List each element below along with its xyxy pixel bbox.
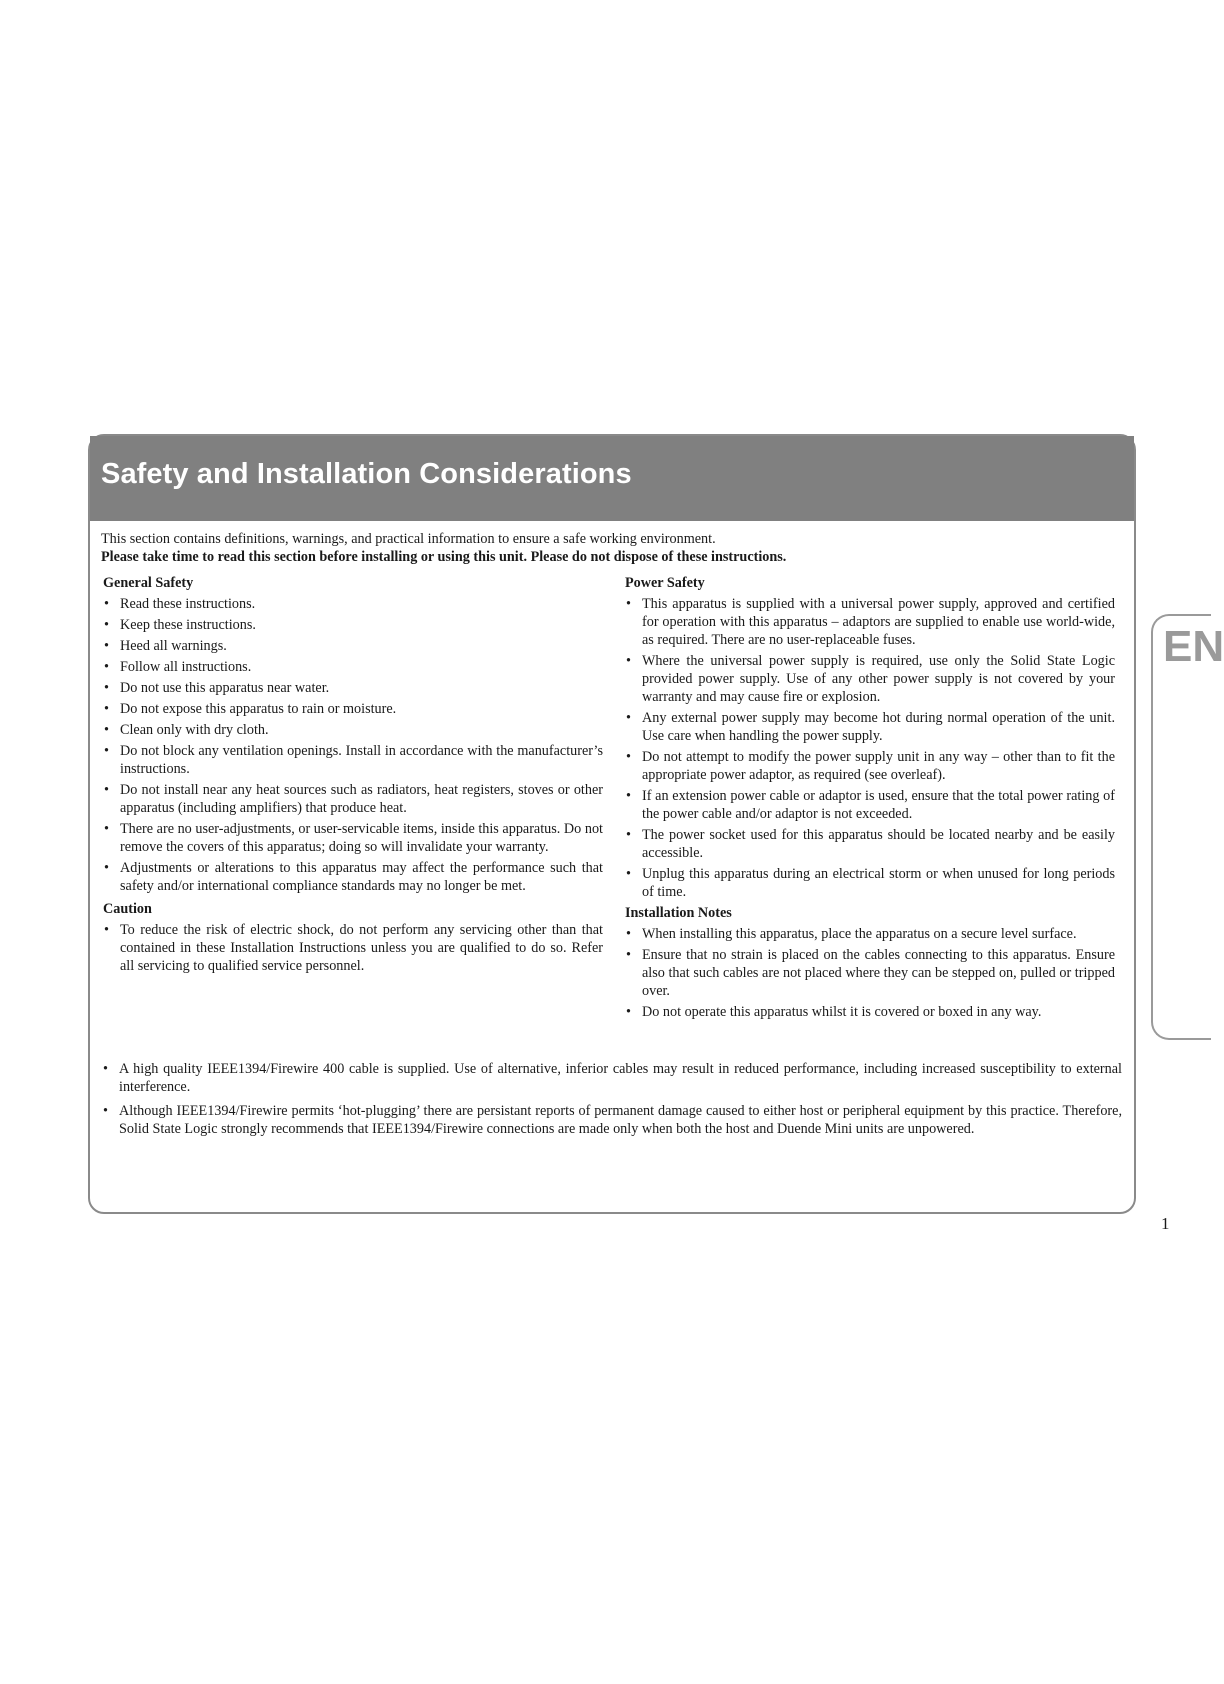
list-item: • Adjustments or alterations to this apparatus may affect the performance such that safety and/or international compliance standards may no longer be met. [103, 859, 603, 895]
list-item: • This apparatus is supplied with a universal power supply, approved and certified for operation with this apparatus – adaptors are supplied to enable use world-wide, as required. There are no user-replaceable fuses. [625, 595, 1115, 649]
list-item: • Heed all warnings. [103, 637, 603, 655]
list-item: • Do not expose this apparatus to rain or moisture. [103, 700, 603, 718]
list-item: • Any external power supply may become hot during normal operation of the unit. Use care when handling the power supply. [625, 709, 1115, 745]
list-item: • Do not block any ventilation openings. Install in accordance with the manufacturer’s instructions. [103, 742, 603, 778]
left-column [103, 574, 603, 978]
caution-list [103, 921, 603, 975]
language-tab [1151, 614, 1224, 1040]
list-item: • If an extension power cable or adaptor is used, ensure that the total power rating of the power cable and/or adaptor is not exceeded. [625, 787, 1115, 823]
intro-warning: Please take time to read this section before installing or using this unit. Please do not dispose of these instructions. [101, 549, 787, 565]
list-item: • Do not use this apparatus near water. [103, 679, 603, 697]
general-safety-list [103, 595, 603, 895]
installation-notes-list [625, 925, 1115, 1021]
power-safety-heading: Power Safety [625, 575, 705, 591]
safety-panel [88, 434, 1136, 1214]
bottom-notes [102, 1060, 1122, 1144]
list-item: • Unplug this apparatus during an electrical storm or when unused for long periods of time. [625, 865, 1115, 901]
language-tab-label: EN [1163, 622, 1224, 671]
right-column [625, 574, 1115, 1024]
list-item: • The power socket used for this apparatus should be located nearby and be easily accessible. [625, 826, 1115, 862]
power-safety-list [625, 595, 1115, 901]
list-item: • Follow all instructions. [103, 658, 603, 676]
list-item: • To reduce the risk of electric shock, do not perform any servicing other than that contained in these Installation Instructions unless you are qualified to do so. Refer all servicing to qualified service personnel. [103, 921, 603, 975]
list-item: • Where the universal power supply is required, use only the Solid State Logic provided power supply. Use of any other power supply is not covered by your warranty and may cause fire or explosion. [625, 652, 1115, 706]
page-number: 1 [1161, 1214, 1170, 1233]
list-item: • Do not operate this apparatus whilst it is covered or boxed in any way. [625, 1003, 1115, 1021]
list-item: • Ensure that no strain is placed on the cables connecting to this apparatus. Ensure also that such cables are not placed where they can be stepped on, pulled or tripped over. [625, 946, 1115, 1000]
intro-line: This section contains definitions, warnings, and practical information to ensure a safe working environment. [101, 531, 716, 547]
intro [101, 530, 1122, 566]
bottom-notes-list [102, 1060, 1122, 1138]
list-item: • There are no user-adjustments, or user-servicable items, inside this apparatus. Do not remove the covers of this apparatus; doing so will invalidate your warranty. [103, 820, 603, 856]
list-item: • Keep these instructions. [103, 616, 603, 634]
list-item: • Read these instructions. [103, 595, 603, 613]
list-item: • A high quality IEEE1394/Firewire 400 cable is supplied. Use of alternative, inferior cables may result in reduced performance, including increased susceptibility to external interference. [102, 1060, 1122, 1096]
panel-header [90, 436, 1134, 521]
list-item: • Although IEEE1394/Firewire permits ‘hot-plugging’ there are persistant reports of permanent damage caused to either host or peripheral equipment by this practice. Therefore, Solid State Logic strongly recommends that IEEE1394/Firewire connections are made only when both the host and Duende Mini units are unpowered. [102, 1102, 1122, 1138]
list-item: • Do not install near any heat sources such as radiators, heat registers, stoves or other apparatus (including amplifiers) that produce heat. [103, 781, 603, 817]
caution-heading: Caution [103, 901, 152, 917]
installation-notes-heading: Installation Notes [625, 905, 732, 921]
list-item: • Do not attempt to modify the power supply unit in any way – other than to fit the appropriate power adaptor, as required (see overleaf). [625, 748, 1115, 784]
general-safety-heading: General Safety [103, 575, 194, 591]
list-item: • Clean only with dry cloth. [103, 721, 603, 739]
page-title: Safety and Installation Considerations [101, 458, 632, 490]
list-item: • When installing this apparatus, place the apparatus on a secure level surface. [625, 925, 1115, 943]
